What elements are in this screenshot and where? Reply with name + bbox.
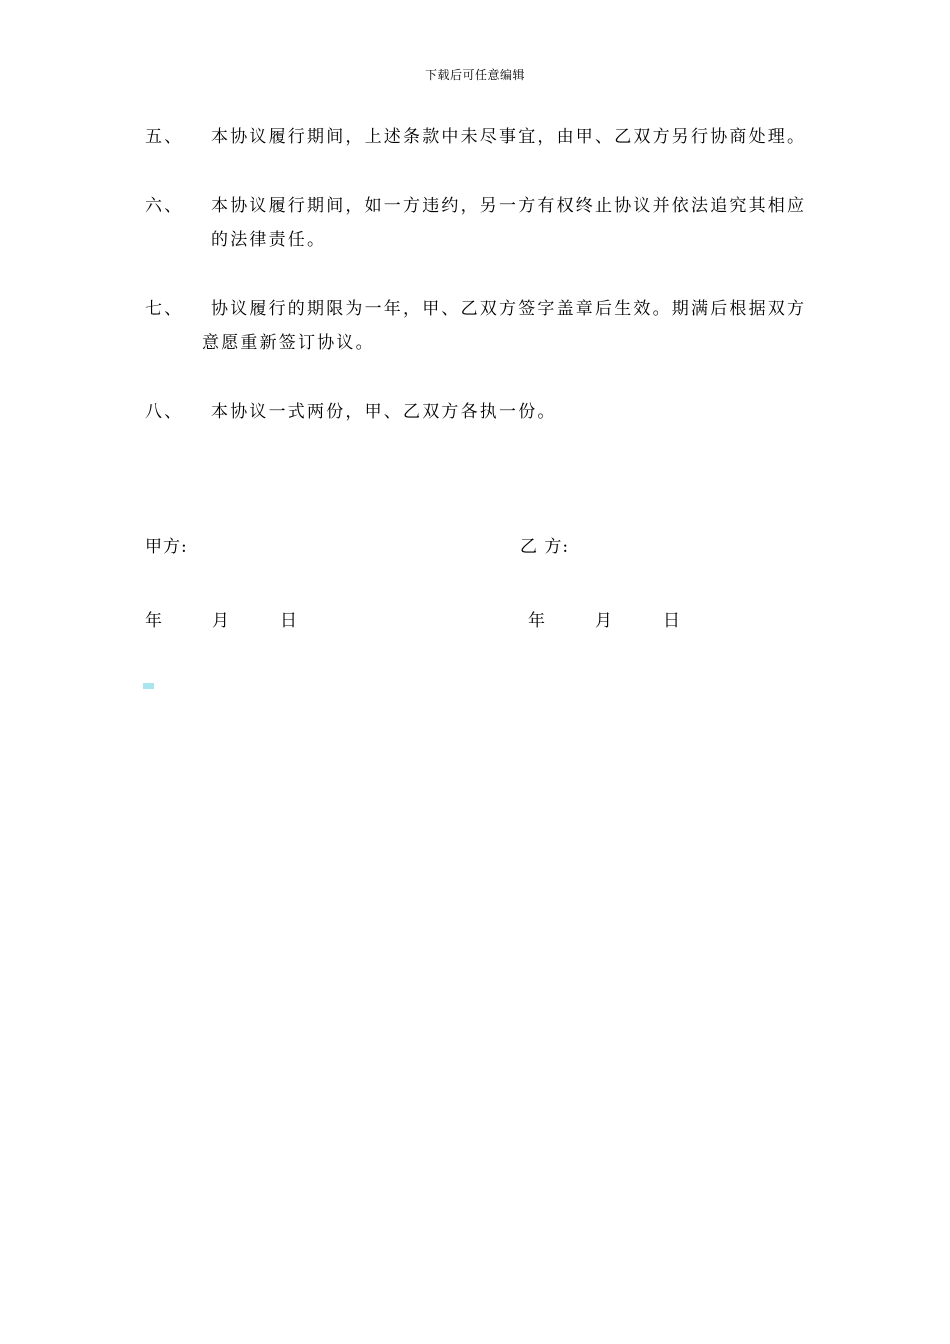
clause-number: 七、: [145, 299, 184, 319]
decorative-marker: [143, 683, 154, 689]
clause-number: 六、: [145, 196, 184, 216]
party-a-date-year: 年: [145, 611, 162, 631]
party-b-date-year: 年: [528, 611, 545, 631]
party-b-date-day: 日: [663, 611, 680, 631]
clause-text: 协议履行的期限为一年，甲、乙双方签字盖章后生效。期满后根据双方: [211, 299, 807, 319]
party-a-date-month: 月: [212, 611, 229, 631]
clause-number: 八、: [145, 402, 184, 422]
clause-text-continued: 意愿重新签订协议。: [202, 333, 375, 353]
header-note: 下载后可任意编辑: [424, 68, 525, 82]
clause-text: 本协议履行期间，上述条款中未尽事宜，由甲、乙双方另行协商处理。: [211, 127, 807, 147]
clause-text: 本协议一式两份，甲、乙双方各执一份。: [211, 402, 557, 422]
clause-text: 本协议履行期间，如一方违约，另一方有权终止协议并依法追究其相应: [211, 196, 807, 216]
clause-number: 五、: [145, 127, 184, 147]
party-a-date-day: 日: [280, 611, 297, 631]
party-a-label: 甲方:: [145, 537, 188, 557]
clause-text-continued: 的法律责任。: [211, 230, 327, 250]
party-b-date-month: 月: [595, 611, 612, 631]
party-b-label: 乙 方:: [520, 537, 570, 557]
